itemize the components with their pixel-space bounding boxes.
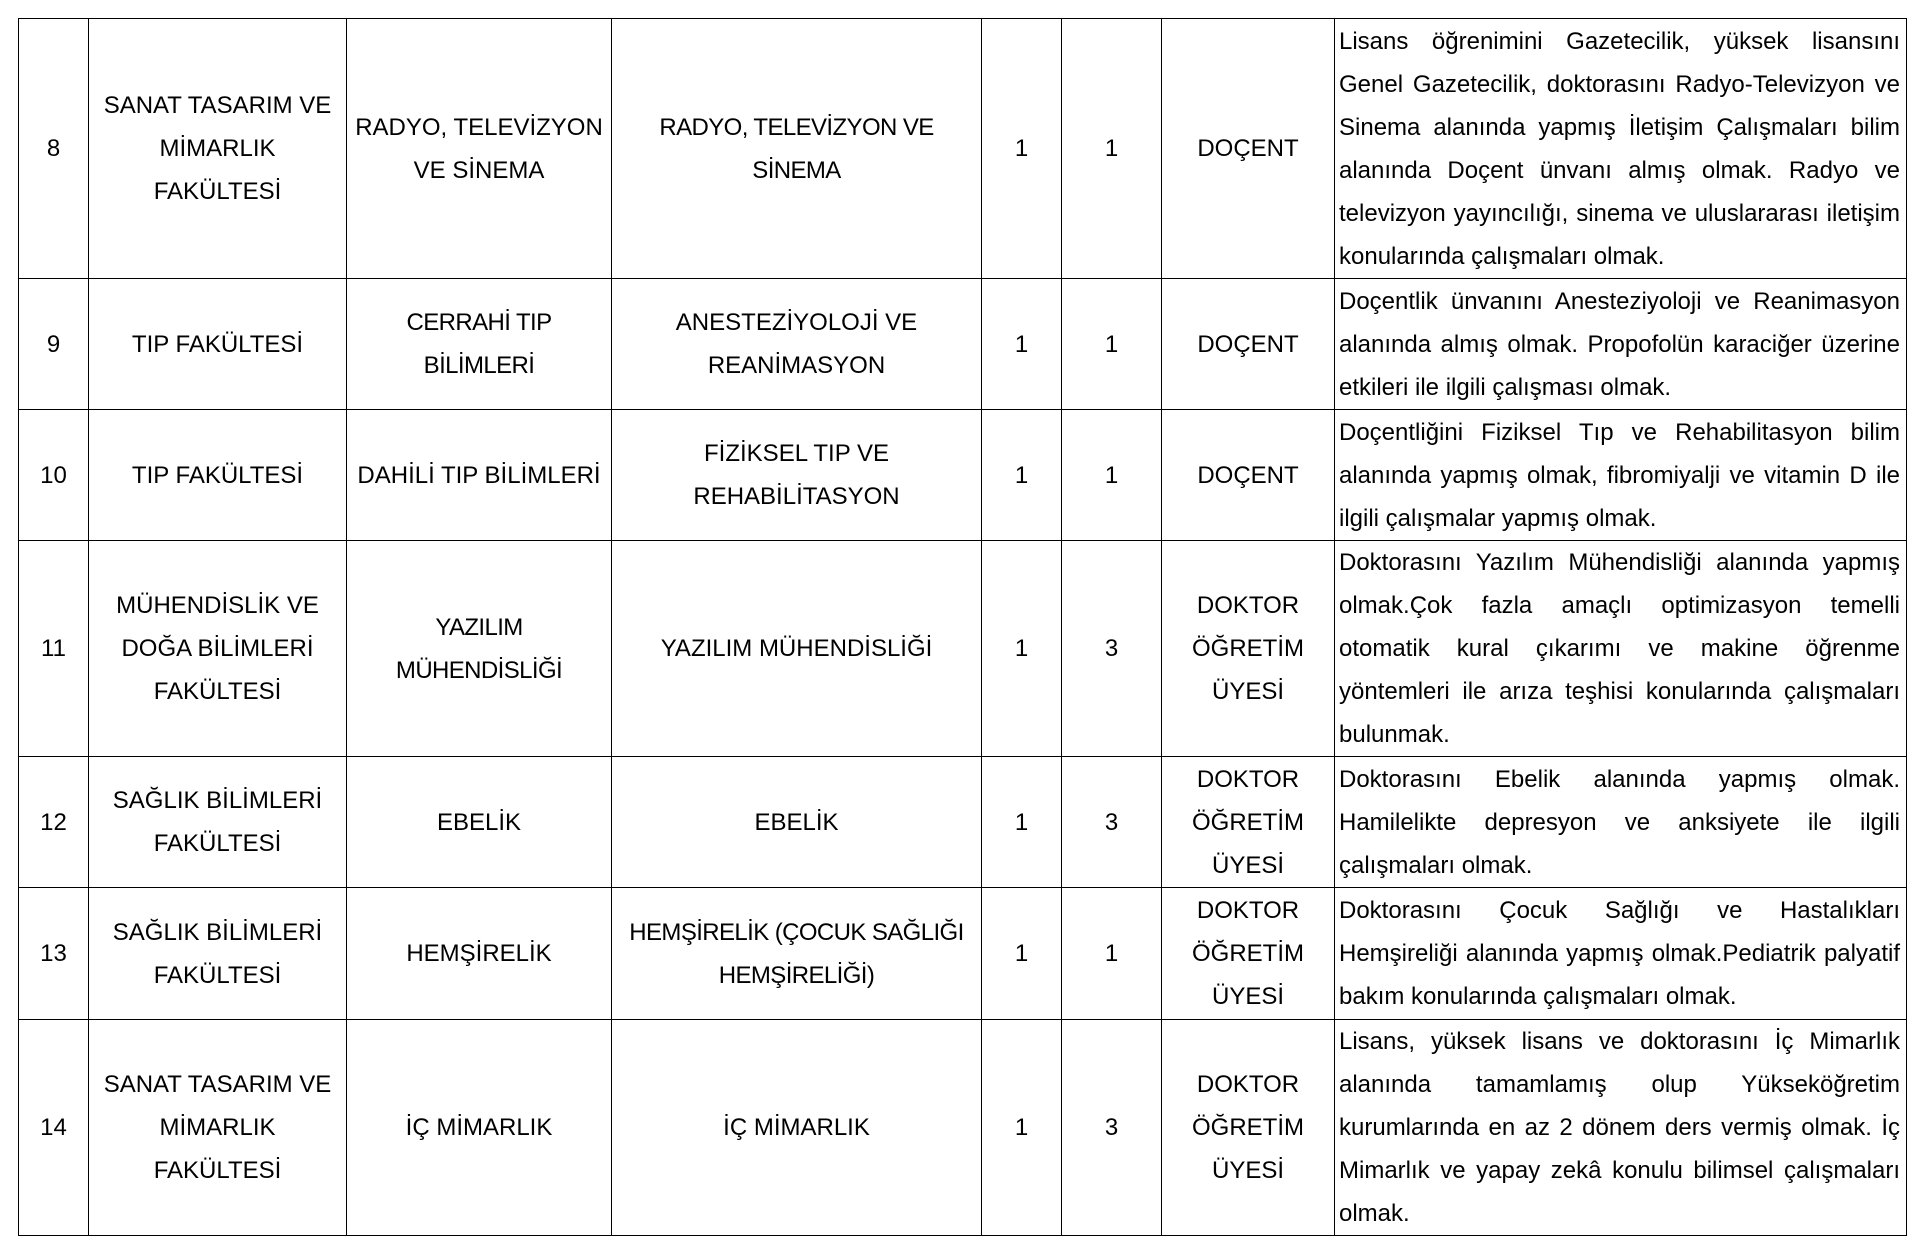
table-row xyxy=(19,757,1907,888)
requirement-cell: Doçentlik ünvanını Anesteziyoloji ve Reanimasyon alanında almış olmak. Propofolün karaciğer üzerine etkileri ile ilgili çalışması olmak. xyxy=(1335,279,1907,410)
count-cell-a: 1 xyxy=(982,1020,1062,1236)
program-cell: EBELİK xyxy=(612,757,982,888)
department-cell: DAHİLİ TIP BİLİMLERİ xyxy=(347,410,612,541)
faculty-cell: SANAT TASARIM VE MİMARLIK FAKÜLTESİ xyxy=(89,19,347,279)
count-cell-a: 1 xyxy=(982,279,1062,410)
count-cell-b: 3 xyxy=(1062,541,1162,757)
program-cell: ANESTEZİYOLOJİ VE REANİMASYON xyxy=(612,279,982,410)
row-number: 14 xyxy=(19,1020,89,1236)
requirement-cell: Lisans, yüksek lisans ve doktorasını İç Mimarlık alanında tamamlamış olup Yükseköğretim kurumlarında en az 2 dönem ders vermiş olmak. İç Mimarlık ve yapay zekâ konulu bilimsel çalışmaları olmak. xyxy=(1335,1020,1907,1236)
count-cell-b: 1 xyxy=(1062,279,1162,410)
table-row xyxy=(19,888,1907,1020)
requirement-cell: Doçentliğini Fiziksel Tıp ve Rehabilitasyon bilim alanında yapmış olmak, fibromiyalji ve vitamin D ile ilgili çalışmalar yapmış olmak. xyxy=(1335,410,1907,541)
faculty-cell: MÜHENDİSLİK VE DOĞA BİLİMLERİ FAKÜLTESİ xyxy=(89,541,347,757)
count-cell-b: 1 xyxy=(1062,410,1162,541)
title-cell: DOKTOR ÖĞRETİM ÜYESİ xyxy=(1162,888,1335,1020)
table-row xyxy=(19,541,1907,757)
count-cell-a: 1 xyxy=(982,19,1062,279)
title-cell: DOKTOR ÖĞRETİM ÜYESİ xyxy=(1162,1020,1335,1236)
faculty-cell: TIP FAKÜLTESİ xyxy=(89,279,347,410)
title-cell: DOKTOR ÖĞRETİM ÜYESİ xyxy=(1162,541,1335,757)
row-number: 13 xyxy=(19,888,89,1020)
requirement-cell: Doktorasını Çocuk Sağlığı ve Hastalıkları Hemşireliği alanında yapmış olmak.Pediatrik palyatif bakım konularında çalışmaları olmak. xyxy=(1335,888,1907,1020)
requirement-cell: Doktorasını Ebelik alanında yapmış olmak. Hamilelikte depresyon ve anksiyete ile ilgili çalışmaları olmak. xyxy=(1335,757,1907,888)
row-number: 8 xyxy=(19,19,89,279)
faculty-cell: SAĞLIK BİLİMLERİ FAKÜLTESİ xyxy=(89,888,347,1020)
count-cell-b: 1 xyxy=(1062,19,1162,279)
table-row xyxy=(19,410,1907,541)
department-cell: CERRAHİ TIP BİLİMLERİ xyxy=(347,279,612,410)
count-cell-b: 1 xyxy=(1062,888,1162,1020)
row-number: 12 xyxy=(19,757,89,888)
count-cell-b: 3 xyxy=(1062,1020,1162,1236)
table-row xyxy=(19,1020,1907,1236)
title-cell: DOÇENT xyxy=(1162,410,1335,541)
department-cell: EBELİK xyxy=(347,757,612,888)
program-cell: FİZİKSEL TIP VE REHABİLİTASYON xyxy=(612,410,982,541)
row-number: 9 xyxy=(19,279,89,410)
row-number: 11 xyxy=(19,541,89,757)
title-cell: DOÇENT xyxy=(1162,279,1335,410)
program-cell: HEMŞİRELİK (ÇOCUK SAĞLIĞI HEMŞİRELİĞİ) xyxy=(612,888,982,1020)
table-row xyxy=(19,19,1907,279)
title-cell: DOÇENT xyxy=(1162,19,1335,279)
faculty-cell: SANAT TASARIM VE MİMARLIK FAKÜLTESİ xyxy=(89,1020,347,1236)
table-row xyxy=(19,279,1907,410)
department-cell: İÇ MİMARLIK xyxy=(347,1020,612,1236)
department-cell: HEMŞİRELİK xyxy=(347,888,612,1020)
department-cell: RADYO, TELEVİZYON VE SİNEMA xyxy=(347,19,612,279)
count-cell-b: 3 xyxy=(1062,757,1162,888)
count-cell-a: 1 xyxy=(982,888,1062,1020)
faculty-cell: SAĞLIK BİLİMLERİ FAKÜLTESİ xyxy=(89,757,347,888)
faculty-cell: TIP FAKÜLTESİ xyxy=(89,410,347,541)
count-cell-a: 1 xyxy=(982,541,1062,757)
count-cell-a: 1 xyxy=(982,410,1062,541)
count-cell-a: 1 xyxy=(982,757,1062,888)
positions-table xyxy=(18,18,1907,1236)
program-cell: RADYO, TELEVİZYON VE SİNEMA xyxy=(612,19,982,279)
row-number: 10 xyxy=(19,410,89,541)
program-cell: İÇ MİMARLIK xyxy=(612,1020,982,1236)
requirement-cell: Doktorasını Yazılım Mühendisliği alanında yapmış olmak.Çok fazla amaçlı optimizasyon temelli otomatik kural çıkarımı ve makine öğrenme yöntemleri ile arıza teşhisi konularında çalışmaları bulunmak. xyxy=(1335,541,1907,757)
title-cell: DOKTOR ÖĞRETİM ÜYESİ xyxy=(1162,757,1335,888)
program-cell: YAZILIM MÜHENDİSLİĞİ xyxy=(612,541,982,757)
requirement-cell: Lisans öğrenimini Gazetecilik, yüksek lisansını Genel Gazetecilik, doktorasını Radyo-Televizyon ve Sinema alanında yapmış İletişim Çalışmaları bilim alanında Doçent ünvanı almış olmak. Radyo ve televizyon yayıncılığı, sinema ve uluslararası iletişim konularında çalışmaları olmak. xyxy=(1335,19,1907,279)
department-cell: YAZILIM MÜHENDİSLİĞİ xyxy=(347,541,612,757)
